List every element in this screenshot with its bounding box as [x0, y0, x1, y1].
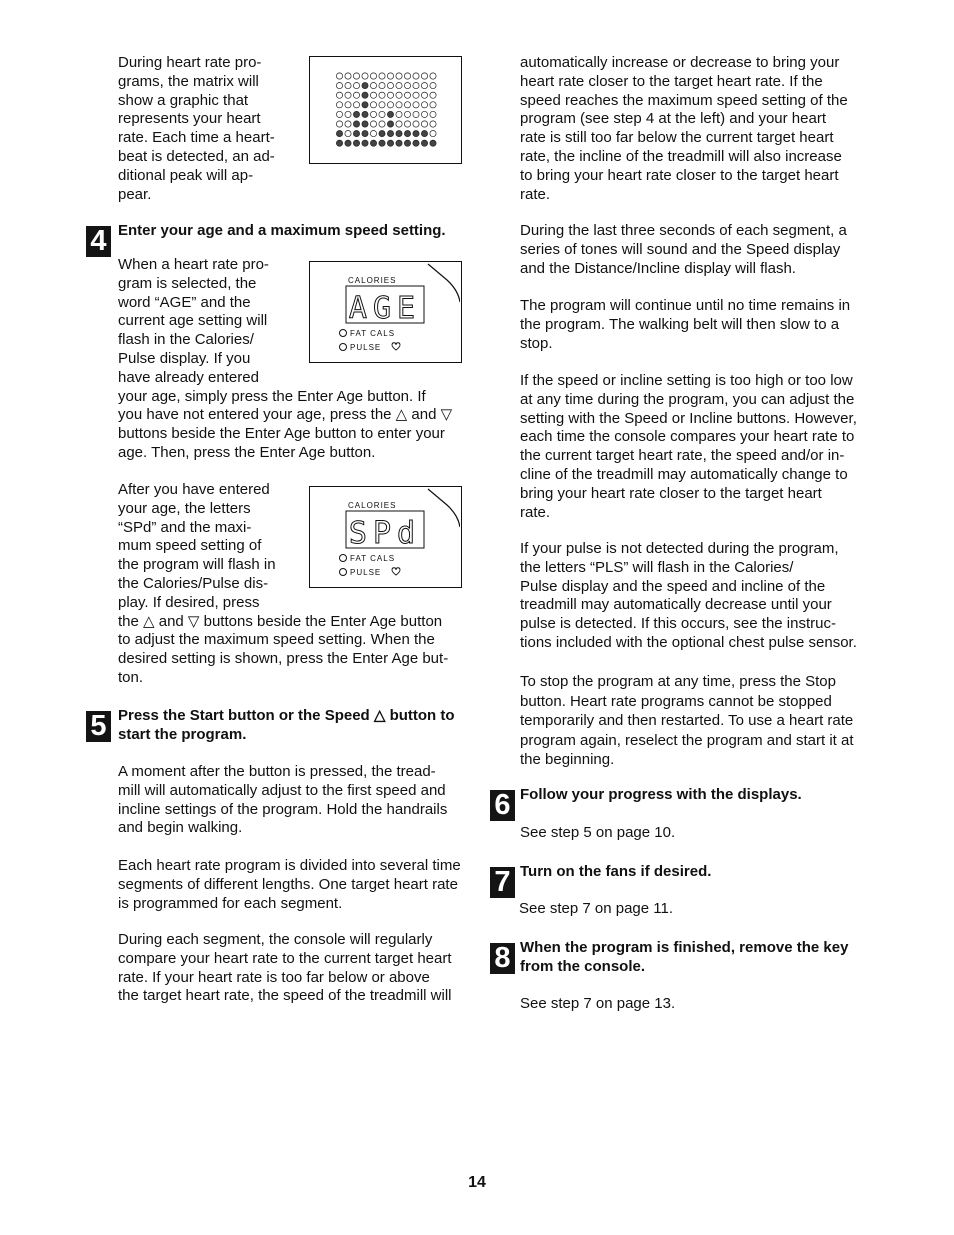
text-line: setting with the Speed or Incline buttons. However, — [520, 409, 857, 427]
matrix-dot — [336, 92, 342, 98]
text-line: tions included with the optional chest pulse sensor. — [520, 633, 857, 651]
text-line: the △ and ▽ buttons beside the Enter Age button — [118, 612, 443, 630]
step-7-text: See step 7 on page 11. — [519, 900, 674, 917]
text-line: the Calories/Pulse dis- — [118, 574, 269, 592]
text-line: During the last three seconds of each segment, a — [520, 222, 847, 239]
matrix-dot-lit — [387, 140, 393, 146]
text-line: automatically increase or decrease to bring your — [520, 54, 840, 71]
fat-cals-indicator-icon — [340, 330, 347, 337]
matrix-dot-lit — [362, 140, 368, 146]
step-5-paragraph-3 — [118, 931, 452, 1006]
matrix-dot — [379, 111, 385, 117]
lcd-value-spd: SPd — [348, 516, 422, 551]
text-line: Pulse display and the speed and incline of the — [520, 577, 826, 595]
step-7-heading: Turn on the fans if desired. — [520, 863, 712, 880]
text-line: the program. The walking belt will then slow to a — [520, 315, 840, 333]
text-line: the target heart rate, the speed of the treadmill will — [118, 987, 452, 1005]
matrix-dot — [404, 121, 410, 127]
matrix-dot — [430, 73, 436, 79]
matrix-dot — [396, 83, 402, 89]
matrix-dot — [413, 83, 419, 89]
matrix-dot — [404, 83, 410, 89]
step-6-heading: Follow your progress with the displays. — [520, 786, 802, 803]
text-line: rate, the incline of the treadmill will also increase — [520, 147, 842, 165]
text-line: have already entered — [118, 368, 259, 386]
step-6-text: See step 5 on page 10. — [520, 824, 676, 841]
matrix-dot — [396, 121, 402, 127]
matrix-dot — [421, 111, 427, 117]
matrix-dot — [387, 92, 393, 98]
text-line: After you have entered — [118, 481, 270, 498]
matrix-dot — [336, 83, 342, 89]
text-line: the beginning. — [520, 751, 615, 769]
matrix-dot — [387, 102, 393, 108]
matrix-dot — [396, 102, 402, 108]
matrix-dot-lit — [396, 131, 402, 137]
text-line: start the program. — [118, 725, 247, 743]
matrix-dot-lit — [362, 92, 368, 98]
matrix-dot — [396, 111, 402, 117]
text-line: bring your heart rate closer to the target heart — [520, 484, 822, 502]
matrix-dot-lit — [387, 121, 393, 127]
pulse-indicator-icon — [340, 344, 347, 351]
fat-cals-label: FAT CALS — [350, 329, 396, 338]
matrix-dot-lit — [404, 131, 410, 137]
text-line: each time the console compares your heart rate to — [520, 428, 855, 446]
matrix-dot — [336, 121, 342, 127]
matrix-dot — [421, 92, 427, 98]
matrix-dot-lit — [421, 131, 427, 137]
heart-rate-matrix — [310, 57, 460, 162]
text-line: Each heart rate program is divided into several time — [118, 857, 461, 874]
text-line: series of tones will sound and the Speed display — [520, 240, 841, 258]
text-line: your age, simply press the Enter Age button. If — [118, 387, 426, 405]
step-8-heading — [520, 939, 848, 977]
matrix-dot-lit — [353, 111, 359, 117]
text-line: buttons beside the Enter Age button to enter your — [118, 425, 445, 443]
matrix-dot — [379, 83, 385, 89]
step-5-paragraph-2 — [118, 857, 461, 913]
matrix-dot — [336, 73, 342, 79]
matrix-dot — [413, 73, 419, 79]
text-line: desired setting is shown, press the Enter Age but- — [118, 650, 449, 668]
text-line: button. Heart rate programs cannot be stopped — [520, 692, 832, 710]
matrix-dot — [336, 102, 342, 108]
lcd-value-age: AGE — [348, 291, 422, 326]
text-line: ton. — [118, 668, 144, 686]
matrix-dot — [345, 73, 351, 79]
matrix-dot — [370, 121, 376, 127]
col2-paragraph-3 — [520, 297, 850, 353]
text-line: Press the Start button or the Speed △ button to — [118, 707, 455, 724]
matrix-dot — [387, 73, 393, 79]
step-8-number: 8 — [490, 943, 515, 974]
matrix-dot-lit — [362, 121, 368, 127]
step-7-number: 7 — [490, 867, 515, 898]
text-line: If your pulse is not detected during the program, — [520, 540, 839, 557]
matrix-display — [309, 56, 462, 164]
pulse-indicator-icon — [340, 569, 347, 576]
step-5-paragraph-1 — [118, 763, 447, 838]
matrix-dot-lit — [421, 140, 427, 146]
text-line: program (see step 4 at the left) and your heart — [520, 110, 826, 128]
text-line: current age setting will — [118, 312, 268, 330]
calories-label: CALORIES — [348, 276, 397, 285]
text-line: pear. — [118, 185, 152, 203]
text-line: the current target heart rate, the speed and/or in- — [520, 447, 845, 465]
text-line: compare your heart rate to the current target heart — [118, 949, 452, 967]
matrix-dot — [370, 131, 376, 137]
matrix-dot — [430, 111, 436, 117]
matrix-dot-lit — [396, 140, 402, 146]
text-line: and begin walking. — [118, 819, 243, 837]
pulse-label: PULSE — [350, 343, 382, 352]
matrix-dot — [379, 73, 385, 79]
text-line: rate. If your heart rate is too far below or above — [118, 968, 430, 986]
matrix-dot — [430, 121, 436, 127]
calories-display-age — [309, 261, 462, 363]
matrix-dot-lit — [353, 131, 359, 137]
col2-paragraph-2 — [520, 222, 847, 278]
matrix-dot — [396, 73, 402, 79]
calories-label: CALORIES — [348, 501, 397, 510]
matrix-dot — [404, 102, 410, 108]
calories-display-age-graphic — [310, 262, 460, 361]
matrix-dot — [379, 121, 385, 127]
matrix-dot — [413, 111, 419, 117]
fat-cals-indicator-icon — [340, 555, 347, 562]
matrix-dot-lit — [336, 131, 342, 137]
text-line: rate. Each time a heart- — [118, 129, 275, 147]
matrix-dot-lit — [430, 140, 436, 146]
matrix-dot — [345, 92, 351, 98]
matrix-dot — [413, 121, 419, 127]
text-line: A moment after the button is pressed, the tread- — [118, 763, 436, 780]
text-line: you have not entered your age, press the △ and ▽ — [118, 406, 453, 424]
matrix-dot-lit — [413, 140, 419, 146]
matrix-dot — [353, 83, 359, 89]
matrix-dot — [404, 111, 410, 117]
text-line: treadmill may automatically decrease until your — [520, 596, 832, 614]
matrix-dot — [370, 92, 376, 98]
step-4-number: 4 — [86, 226, 111, 257]
matrix-dot — [370, 102, 376, 108]
text-line: gram is selected, the — [118, 274, 257, 292]
text-line: flash in the Calories/ — [118, 331, 254, 349]
matrix-dot-lit — [362, 111, 368, 117]
matrix-dot-lit — [370, 140, 376, 146]
fat-cals-label: FAT CALS — [350, 554, 396, 563]
calories-display-spd — [309, 486, 462, 588]
text-line: to bring your heart rate closer to the target heart — [520, 166, 839, 184]
col2-paragraph-4 — [520, 372, 857, 522]
matrix-dot — [396, 92, 402, 98]
matrix-dot — [345, 121, 351, 127]
text-line: Pulse display. If you — [118, 349, 251, 367]
text-line: segments of different lengths. One target heart rate — [118, 875, 458, 893]
matrix-dot — [430, 131, 436, 137]
matrix-dot-lit — [362, 102, 368, 108]
matrix-dot — [413, 102, 419, 108]
matrix-dot-lit — [379, 140, 385, 146]
text-line: age. Then, press the Enter Age button. — [118, 443, 376, 461]
matrix-dot — [345, 83, 351, 89]
matrix-dot — [404, 92, 410, 98]
text-line: grams, the matrix will — [118, 72, 259, 90]
text-line: “SPd” and the maxi- — [118, 518, 252, 536]
matrix-dot — [353, 92, 359, 98]
matrix-dot-lit — [353, 121, 359, 127]
text-line: mum speed setting of — [118, 537, 262, 555]
matrix-dot — [345, 102, 351, 108]
text-line: incline settings of the program. Hold the handrails — [118, 800, 448, 818]
text-line: ditional peak will ap- — [118, 166, 254, 184]
matrix-dot — [353, 102, 359, 108]
text-line: the program will flash in — [118, 556, 276, 574]
step-5-number: 5 — [86, 711, 111, 742]
matrix-dot — [421, 102, 427, 108]
text-line: During each segment, the console will regularly — [118, 931, 433, 948]
heart-icon — [392, 568, 400, 575]
text-line: heart rate closer to the target heart rate. If the — [520, 72, 823, 90]
text-line: rate. — [520, 503, 551, 521]
text-line: During heart rate pro- — [118, 54, 262, 71]
page-number: 14 — [468, 1174, 486, 1191]
matrix-dot — [353, 73, 359, 79]
text-line: the letters “PLS” will flash in the Calories/ — [520, 558, 794, 576]
text-line: When a heart rate pro- — [118, 256, 269, 273]
matrix-dot — [362, 73, 368, 79]
text-line: word “AGE” and the — [118, 293, 251, 311]
text-line: The program will continue until no time remains in — [520, 297, 851, 314]
matrix-description — [118, 54, 275, 204]
matrix-dot-lit — [336, 140, 342, 146]
matrix-dot-lit — [362, 131, 368, 137]
matrix-dot-lit — [404, 140, 410, 146]
matrix-dot — [370, 111, 376, 117]
matrix-dot — [345, 131, 351, 137]
text-line: represents your heart — [118, 110, 261, 128]
matrix-dot — [430, 102, 436, 108]
text-line: program again, reselect the program and start it at — [520, 731, 854, 749]
matrix-dot — [430, 92, 436, 98]
text-line: pulse is detected. If this occurs, see the instruc- — [520, 615, 836, 633]
text-line: rate. — [520, 185, 551, 203]
matrix-dot-lit — [379, 131, 385, 137]
text-line: stop. — [520, 334, 553, 352]
calories-display-spd-graphic — [310, 487, 460, 586]
matrix-dot — [421, 121, 427, 127]
text-line: from the console. — [520, 957, 646, 975]
matrix-dot — [421, 73, 427, 79]
matrix-dot — [345, 111, 351, 117]
text-line: is programmed for each segment. — [118, 894, 343, 912]
text-line: When the program is finished, remove the key — [520, 939, 849, 956]
step-5-heading — [118, 707, 455, 745]
col2-paragraph-1 — [520, 54, 848, 204]
text-line: your age, the letters — [118, 499, 251, 517]
text-line: To stop the program at any time, press the Stop — [520, 673, 836, 690]
heart-icon — [392, 343, 400, 350]
pulse-label: PULSE — [350, 568, 382, 577]
text-line: mill will automatically adjust to the first speed and — [118, 781, 446, 799]
text-line: at any time during the program, you can adjust the — [520, 390, 855, 408]
matrix-dot-lit — [387, 111, 393, 117]
text-line: and the Distance/Incline display will flash. — [520, 259, 796, 277]
matrix-dot-lit — [387, 131, 393, 137]
text-line: show a graphic that — [118, 91, 249, 109]
matrix-dot — [370, 73, 376, 79]
text-line: to adjust the maximum speed setting. When the — [118, 631, 435, 649]
text-line: cline of the treadmill may automatically change to — [520, 465, 848, 483]
step-8-text: See step 7 on page 13. — [520, 995, 676, 1012]
matrix-dot — [379, 102, 385, 108]
matrix-dot — [421, 83, 427, 89]
text-line: If the speed or incline setting is too high or too low — [520, 372, 853, 389]
step-4-heading: Enter your age and a maximum speed setting. — [118, 222, 446, 239]
matrix-dot — [430, 83, 436, 89]
step-6-number: 6 — [490, 790, 515, 821]
matrix-dot — [336, 111, 342, 117]
matrix-dot-lit — [362, 83, 368, 89]
text-line: temporarily and then restarted. To use a heart rate — [520, 712, 854, 730]
matrix-dot — [404, 73, 410, 79]
matrix-dot-lit — [345, 140, 351, 146]
text-line: beat is detected, an ad- — [118, 147, 275, 165]
text-line: speed reaches the maximum speed setting of the — [520, 91, 848, 109]
text-line: rate is still too far below the current target heart — [520, 129, 834, 147]
matrix-dot — [379, 92, 385, 98]
text-line: play. If desired, press — [118, 593, 260, 611]
matrix-dot — [370, 83, 376, 89]
col2-paragraph-5 — [520, 540, 857, 653]
matrix-dot-lit — [413, 131, 419, 137]
matrix-dot — [387, 83, 393, 89]
matrix-dot-lit — [353, 140, 359, 146]
matrix-dot — [413, 92, 419, 98]
col2-paragraph-6 — [520, 672, 854, 770]
